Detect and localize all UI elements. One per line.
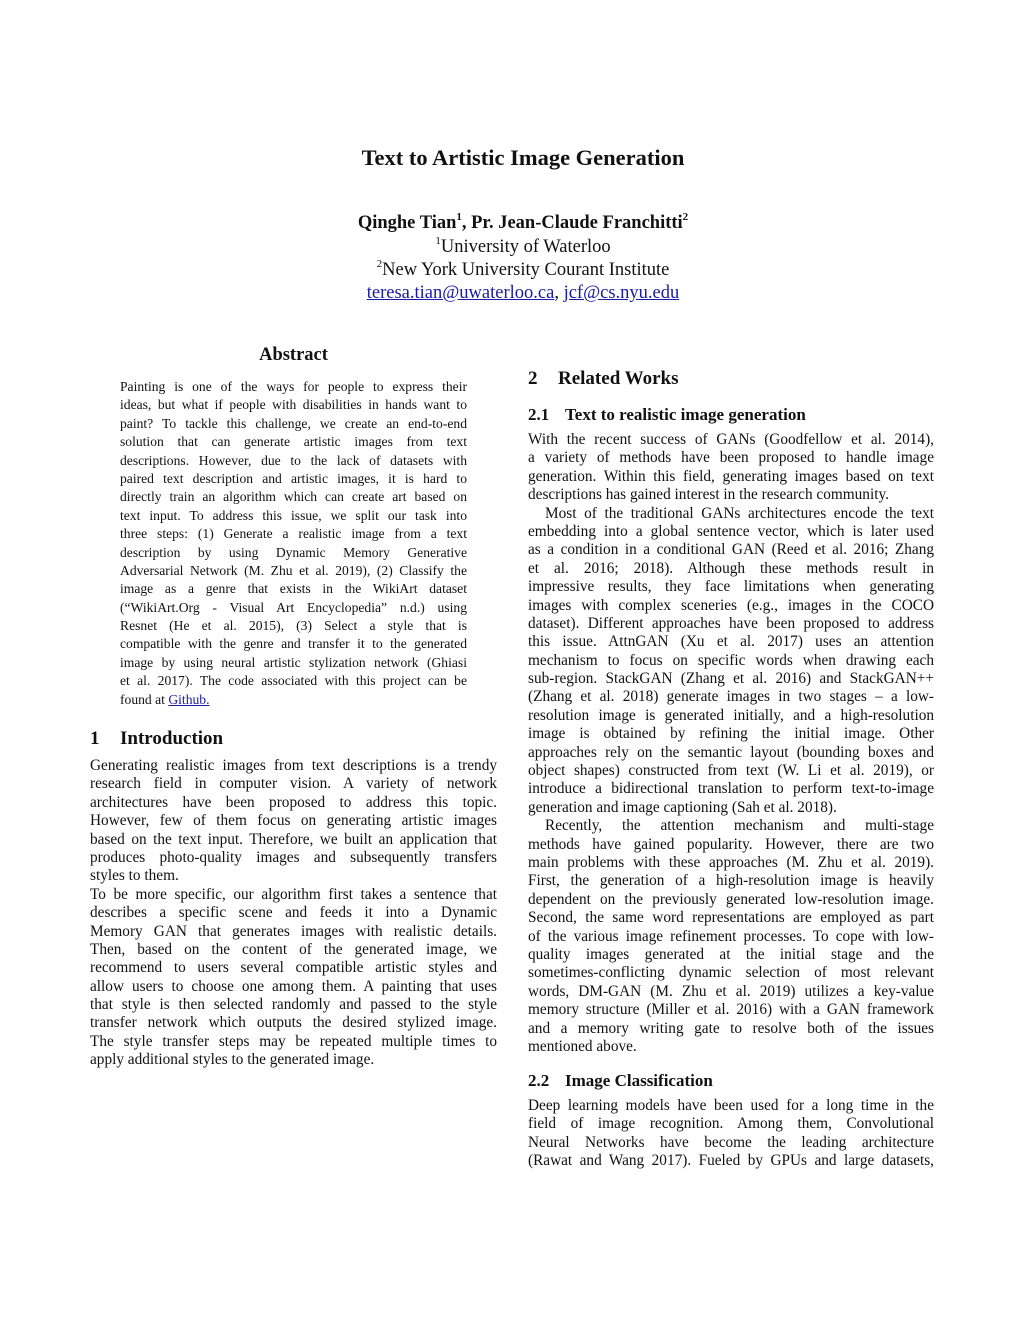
text-line: describes a specific scene and feeds it into a Dynamic	[90, 904, 497, 922]
text-line: Most of the traditional GANs architectures encode the text	[545, 504, 934, 522]
section-title: Introduction	[120, 728, 224, 749]
text-line: dependent on the previously generated low-resolution image.	[528, 890, 934, 908]
subsection-2-2-body	[528, 1097, 934, 1171]
text-line: First, the generation of a high-resolution image is heavily	[528, 872, 934, 890]
separator: ,	[554, 283, 564, 303]
abstract-body	[120, 378, 467, 709]
text-line: ideas, but what if people with disabilities in hands want to	[120, 397, 467, 413]
text-line: embedding into a global sentence vector, which is later used	[528, 522, 934, 540]
text-line: Generating realistic images from text descriptions is a trendy	[90, 757, 497, 774]
affiliation-name: University of Waterloo	[440, 237, 611, 257]
email-link[interactable]: teresa.tian@uwaterloo.ca	[366, 283, 555, 303]
text-line: and a memory writing gate to resolve both of the issues	[528, 1019, 934, 1037]
text-line: main problems with these approaches (M. Zhu et al. 2019).	[528, 853, 934, 871]
subsection-2-1-body	[528, 431, 934, 1056]
text-line: field of image recognition. Among them, Convolutional	[528, 1115, 934, 1133]
author-name: Qinghe Tian	[357, 213, 457, 233]
text-line: styles to them.	[90, 867, 179, 885]
text-line: image is obtained by refining the initial image. Other	[528, 725, 934, 743]
text-line: The style transfer steps may be repeated multiple times to	[90, 1032, 497, 1050]
text-line: that style is then selected randomly and passed to the style	[90, 996, 497, 1014]
text-line: mentioned above.	[528, 1037, 637, 1055]
text-line: transfer network which outputs the desired stylized image.	[90, 1014, 497, 1032]
paper-title: Text to Artistic Image Generation	[361, 145, 685, 170]
text-line: descriptions has gained interest in the research community.	[528, 486, 889, 504]
text-line: impressive results, they face limitations when generating	[528, 578, 934, 596]
subsection-number: 2.2	[528, 1071, 550, 1090]
section-title: Related Works	[558, 368, 679, 389]
text-line: sub-region. StackGAN (Zhang et al. 2016) and StackGAN++	[528, 670, 934, 688]
text-line: words, DM-GAN (M. Zhu et al. 2019) utilizes a key-value	[528, 982, 934, 1000]
affiliation-mark: 2	[376, 258, 383, 270]
text-line: object shapes) constructed from text (W. Li et al. 2019), or	[528, 762, 934, 780]
section-number: 1	[90, 728, 100, 749]
text-line: directly train an algorithm which can create art based on	[120, 489, 467, 505]
section-heading-introduction	[90, 728, 223, 750]
text-line: With the recent success of GANs (Goodfellow et al. 2014),	[528, 431, 934, 448]
text-line: generation. Within this field, generating images based on text	[528, 467, 934, 485]
affiliation-mark: 1	[456, 211, 462, 223]
introduction-body	[90, 757, 497, 1070]
text-line: paint? To tackle this challenge, we create an end-to-end	[120, 415, 467, 431]
text-line: However, few of them focus on generating artistic images	[90, 812, 497, 830]
text-line: Neural Networks have become the leading architecture	[528, 1133, 934, 1151]
text-line: architectures have been proposed to address this topic.	[90, 793, 497, 811]
text-line: compatible with the genre and transfer it to the generated	[120, 636, 467, 652]
text-line: text input. To address this issue, we split our task into	[120, 507, 467, 523]
text-line: descriptions. However, due to the lack of datasets with	[120, 452, 467, 468]
text-line: introduce a bidirectional translation to perform text-to-image	[528, 780, 934, 798]
text-line: images with complex sceneries (e.g., images in the COCO	[528, 596, 934, 614]
text-line: a variety of methods have been proposed to handle image	[528, 449, 934, 467]
text-line: dataset). Different approaches have been proposed to address	[528, 614, 934, 632]
affiliation-name: New York University Courant Institute	[382, 260, 670, 280]
github-link[interactable]: Github.	[168, 691, 210, 707]
text-line: Deep learning models have been used for a long time in the	[528, 1097, 934, 1114]
text-line: allow users to choose one among them. A painting that uses	[90, 977, 497, 995]
text-line: three steps: (1) Generate a realistic image from a text	[120, 526, 467, 542]
text-line: memory structure (Miller et al. 2016) with a GAN framework	[528, 1001, 934, 1019]
text-line: Recently, the attention mechanism and multi-stage	[545, 817, 934, 835]
text-line: based on the text input. Therefore, we built an application that	[90, 830, 497, 848]
text-line: (“WikiArt.Org - Visual Art Encyclopedia” n.d.) using	[120, 599, 467, 615]
text-line: image by using neural artistic stylization network (Ghiasi	[120, 654, 467, 670]
author-name: Pr. Jean-Claude Franchitti	[471, 213, 683, 233]
subsection-title: Text to realistic image generation	[565, 405, 806, 424]
abstract-heading: Abstract	[259, 345, 328, 365]
separator: ,	[461, 213, 472, 233]
text-line: (Rawat and Wang 2017). Fueled by GPUs and large datasets,	[528, 1152, 934, 1170]
text-line: paired text description and artistic images, it is hard to	[120, 470, 467, 486]
text-line: of the various image refinement processes. To cope with low-	[528, 927, 934, 945]
text-line: produces photo-quality images and subsequently transfers	[90, 848, 497, 866]
subsection-number: 2.1	[528, 405, 550, 424]
subsection-heading-2-2	[528, 1071, 713, 1091]
text-line: Then, based on the content of the generated image, we	[90, 940, 497, 958]
author-list	[0, 213, 1024, 234]
text-line: description by using Dynamic Memory Generative	[120, 544, 467, 560]
text-line: Second, the same word representations are employed as part	[528, 909, 934, 927]
text-line: Memory GAN that generates images with realistic details.	[90, 922, 497, 940]
affiliation-mark: 2	[682, 211, 689, 223]
text-line: Painting is one of the ways for people to express their	[120, 379, 467, 394]
text-line: Adversarial Network (M. Zhu et al. 2019), (2) Classify the	[120, 562, 467, 578]
email-link[interactable]: jcf@cs.nyu.edu	[563, 283, 680, 303]
text-line: Resnet (He et al. 2015), (3) Select a style that is	[120, 618, 467, 634]
text-line: research field in computer vision. A variety of network	[90, 775, 497, 793]
text-line: generation and image captioning (Sah et al. 2018).	[528, 798, 837, 816]
text-line: recommend to users several compatible artistic styles and	[90, 959, 497, 977]
subsection-heading-2-1	[528, 405, 806, 425]
text-line: et al. 2017). The code associated with this project can be	[120, 673, 467, 689]
section-heading-related-works	[528, 368, 679, 390]
text-line: To be more specific, our algorithm first takes a sentence that	[90, 885, 497, 903]
text-line: solution that can generate artistic images from text	[120, 434, 467, 450]
text-line: (Zhang et al. 2018) generate images in two stages – a low-	[528, 688, 934, 706]
affiliation	[0, 237, 1024, 258]
text-line: methods have gained popularity. However, there are two	[528, 835, 934, 853]
text-line	[120, 691, 467, 709]
text-line: as a condition in a conditional GAN (Reed et al. 2016; Zhang	[528, 541, 934, 559]
text-line: apply additional styles to the generated image.	[90, 1051, 375, 1069]
text-line: this issue. AttnGAN (Xu et al. 2017) uses an attention	[528, 633, 934, 651]
affiliation	[0, 260, 1024, 281]
text-line: approaches rely on the semantic layout (bounding boxes and	[528, 743, 934, 761]
text-line: image as a genre that exists in the WikiArt dataset	[120, 581, 467, 597]
subsection-title: Image Classification	[565, 1071, 713, 1090]
affiliation-mark: 1	[435, 235, 441, 247]
text-line: et al. 2016; 2018). Although these methods result in	[528, 559, 934, 577]
text-fragment: found at	[120, 691, 169, 707]
text-line: resolution image is generated initially, and a high-resolution	[528, 706, 934, 724]
section-number: 2	[528, 368, 538, 389]
text-line: mechanism to focus on specific words when drawing each	[528, 651, 934, 669]
text-line: sometimes-conflicting dynamic selection of most relevant	[528, 964, 934, 982]
email-line	[0, 283, 1024, 304]
text-line: quality images generated at the initial stage and the	[528, 945, 934, 963]
